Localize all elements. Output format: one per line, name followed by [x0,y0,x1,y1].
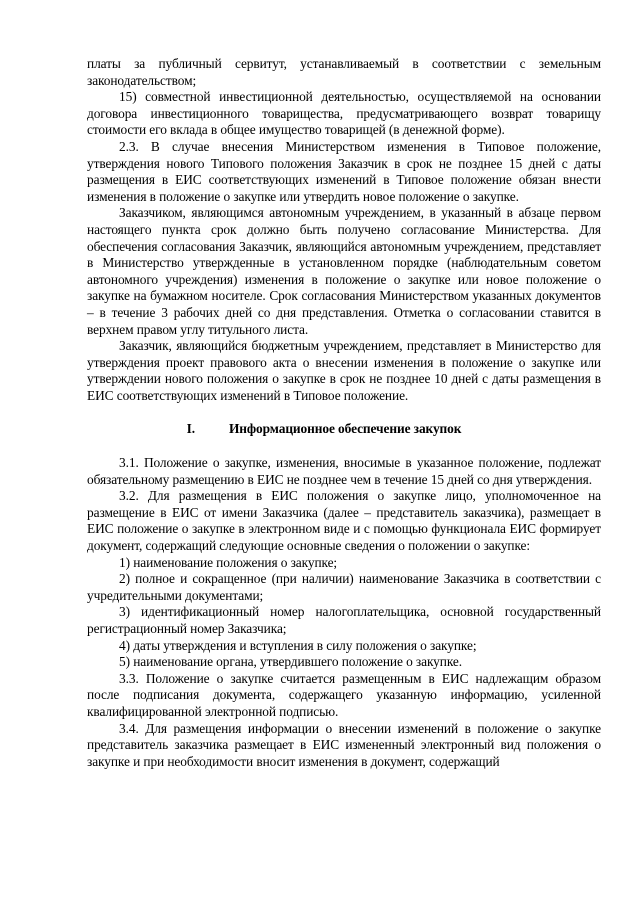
list-item: 5) наименование органа, утвердившего положение о закупке. [119,654,462,670]
list-item: 1) наименование положения о закупке; [119,554,338,570]
paragraph: 3.3. Положение о закупке считается размещенным в ЕИС надлежащим образом после подписания документа, содержащего указанную информацию, усиленной квалифицированной электронной подписью. [87,670,601,719]
paragraph: платы за публичный сервитут, устанавливаемый в соответствии с земельным законодательством; [87,56,601,88]
paragraph: 2.3. В случае внесения Министерством изменения в Типовое положение, утверждения нового Типового положения Заказчик в срок не позднее 15 дней с даты размещения в ЕИС соответствующих изменений в Типовое положение обязан внести изменения в положение о закупке или утвердить новое положение о закупке. [87,138,601,204]
list-item: 2) полное и сокращенное (при наличии) наименование Заказчика в соответствии с учредительными документами; [87,571,601,603]
paragraph: 15) совместной инвестиционной деятельностью, осуществляемой на основании договора инвестиционного товарищества, предусматривающего возврат товарищу стоимости его вклада в общее имущество товарищей (в денежной форме). [87,89,601,138]
section-title: Информационное обеспечение закупок [228,421,462,437]
paragraph: 3.2. Для размещения в ЕИС положения о закупке лицо, уполномоченное на размещение в ЕИС от имени Заказчика (далее – представитель заказчика), размещает в ЕИС положение о закупке в электронном виде и с помощью функционала ЕИС формирует документ, содержащий следующие основные сведения о положении о закупке: [87,488,601,554]
paragraph: 3.1. Положение о закупке, изменения, вносимые в указанное положение, подлежат обязательному размещению в ЕИС не позднее чем в течение 15 дней со дня утверждения. [87,455,601,487]
section-heading [87,421,601,438]
document-body [87,56,601,770]
paragraph: Заказчиком, являющимся автономным учреждением, в указанный в абзаце первом настоящего пункта срок должно быть получено согласование Министерства. Для обеспечения согласования Заказчик, являющийся автономным учреждением, представляет в Министерство утвержденные в установленном порядке (наблюдательным советом автономного учреждения) изменения в положение о закупке или новое положение о закупке на бумажном носителе. Срок согласования Министерством указанных документов – в течение 3 рабочих дней со дня представления. Отметка о согласовании ставится в верхнем правом углу титульного листа. [87,205,601,337]
paragraph: 3.4. Для размещения информации о внесении изменений в положение о закупке представитель заказчика размещает в ЕИС измененный электронный вид положения о закупке и при необходимости вносит изменения в документ, содержащий [87,720,601,769]
list-item: 3) идентификационный номер налогоплательщика, основной государственный регистрационный номер Заказчика; [87,604,601,636]
list-item: 4) даты утверждения и вступления в силу положения о закупке; [119,637,477,653]
paragraph: Заказчик, являющийся бюджетным учреждением, представляет в Министерство для утверждения проект правового акта о внесении изменения в положение о закупке или утверждении нового положения о закупке в срок не позднее 10 дней с даты размещения в ЕИС соответствующих изменений в Типовое положение. [87,338,601,403]
section-number: I. [186,421,195,437]
